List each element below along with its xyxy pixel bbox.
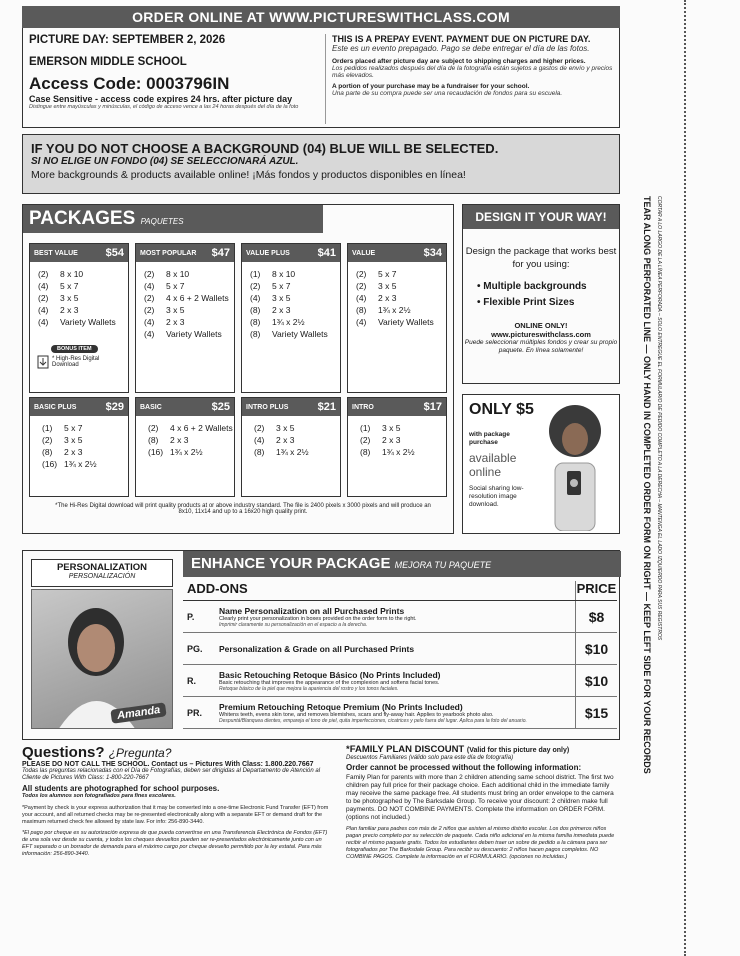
package-qty: (8) (250, 329, 261, 339)
addons-header (183, 581, 617, 601)
package-line (254, 446, 340, 458)
package-qty: (4) (254, 435, 265, 445)
package-price: $29 (105, 401, 124, 413)
addon-detail-es: Retoque básico de la piel que mejora la apariencia del rostro y los tonos faciales. (219, 685, 399, 692)
package-header (348, 244, 446, 262)
package-size: 4 x 6 + 2 Wallets (170, 423, 233, 433)
package-qty: (2) (250, 281, 261, 291)
packages-title-text: PACKAGES (29, 208, 136, 229)
bonus-tag: BONUS ITEM (51, 345, 98, 353)
package-qty: (1) (42, 423, 53, 433)
design-bullets (463, 279, 619, 311)
package-size: 3 x 5 (166, 305, 185, 315)
package-name: VALUE PLUS (246, 249, 290, 257)
addon-row (183, 601, 617, 633)
design-bullet-backgrounds: • Multiple backgrounds (477, 281, 587, 292)
case-sensitive-note-es: Distingue entre mayúsculas y minúsculas, el código de acceso vence a las 24 horas después del día de la foto (29, 104, 299, 110)
offer-price: ONLY $5 (469, 401, 534, 418)
enhance-subtitle: MEJORA TU PAQUETE (394, 560, 492, 570)
package-card (135, 397, 235, 497)
package-qty: (4) (356, 317, 367, 327)
packages-subtitle: PAQUETES (140, 217, 184, 226)
design-your-way (462, 204, 620, 384)
student-photo-image (533, 401, 617, 531)
digital-offer (462, 394, 620, 534)
package-qty: (16) (148, 447, 164, 457)
do-not-call: PLEASE DO NOT CALL THE SCHOOL. Contact us – Pictures With Class: 1.800.220.7667 (22, 761, 314, 768)
package-line (144, 292, 234, 304)
package-line (148, 446, 234, 458)
package-contents (242, 262, 340, 340)
package-line (144, 280, 234, 292)
addon-description (213, 644, 575, 654)
package-size: Variety Wallets (272, 329, 328, 339)
package-size: Variety Wallets (166, 329, 222, 339)
package-qty: (2) (38, 293, 49, 303)
addon-title: Personalization & Grade on all Purchased Prints (219, 643, 415, 654)
package-qty: (8) (360, 447, 371, 457)
package-line (42, 446, 128, 458)
design-bullet-sizes: • Flexible Print Sizes (477, 297, 575, 308)
perforation-text: TEAR ALONG PERFORATED LINE — ONLY HAND IN COMPLETED ORDER FORM ON RIGHT — KEEP LEFT SIDE FOR YOUR RECORDS (642, 196, 652, 774)
price-title: PRICE (575, 581, 617, 600)
addon-title: Premium Retouching Retoque Premium (No Prints Included) (219, 701, 463, 712)
package-header (136, 398, 234, 416)
package-qty: (2) (144, 305, 155, 315)
questions-section (22, 744, 332, 858)
package-line (356, 268, 446, 280)
package-qty: (4) (144, 281, 155, 291)
package-qty: (16) (42, 459, 58, 469)
package-line (356, 316, 446, 328)
package-qty: (8) (42, 447, 53, 457)
package-size: 1¾ x 2½ (64, 459, 97, 469)
addon-detail: Clearly print your personalization in boxes provided on the order form to the right. (219, 615, 417, 622)
download-icon (37, 355, 49, 369)
package-qty: (1) (250, 269, 261, 279)
access-code: Access Code: 0003796IN (29, 74, 230, 93)
addon-title: Name Personalization on all Purchased Prints (219, 605, 405, 616)
package-size: 8 x 10 (166, 269, 190, 279)
package-line (250, 328, 340, 340)
package-size: 5 x 7 (378, 269, 397, 279)
package-contents (136, 416, 234, 458)
package-line (250, 268, 340, 280)
payment-note: *Payment by check is your express authorization that it may be converted into a one-time Electronic Fund Transfer (EFT) from your account, and all returned checks may be re-presented electronically along with a separate EFT or demand draft for the maximum returned check fee allowed by state law. For info: 256-890-3440. (22, 805, 329, 825)
hi-res-note: *The Hi-Res Digital download will print quality products at or above industry standard. The file is 2400 pixels x 3000 pixels and will produce an 8x10, 11x14 and up to a 16x20 high quality print. (55, 503, 431, 515)
family-text-es: Plan familiar para padres con más de 2 niños que asisten al mismo distrito escolar. Los dos primeros niños pagan precio completo por su selección de paquete. Cada niño adicional en la misma familia inmediata puede recibir el mismo paquete gratis. Todos los estudiantes deben traer un sobre de pedido a la cámara para ser fotografiados por The Barksdale Group. Para recibir su descuento: 2 niños hacen pagos completos. NO COMBINE PAGOS. Complete la información en el FORMULARIO. (opciones no incluidas.) (346, 826, 615, 860)
package-header (30, 398, 128, 416)
school-name: EMERSON MIDDLE SCHOOL (29, 56, 187, 68)
offer-available: available online (469, 451, 517, 479)
addon-description (213, 606, 575, 628)
package-header (242, 244, 340, 262)
package-card (29, 397, 129, 497)
package-qty: (4) (144, 329, 155, 339)
package-size: 8 x 10 (272, 269, 296, 279)
package-name: INTRO PLUS (246, 403, 289, 411)
package-line (42, 458, 128, 470)
package-qty: (4) (250, 293, 261, 303)
picture-day: PICTURE DAY: SEPTEMBER 2, 2026 (29, 34, 226, 46)
package-header (136, 244, 234, 262)
package-line (254, 434, 340, 446)
package-header (348, 398, 446, 416)
package-line (356, 292, 446, 304)
package-card (135, 243, 235, 393)
package-price: $17 (423, 401, 442, 413)
package-qty: (2) (144, 269, 155, 279)
package-contents (348, 416, 446, 458)
package-name: MOST POPULAR (140, 249, 197, 257)
package-qty: (8) (356, 305, 367, 315)
package-header (30, 244, 128, 262)
bonus-text: * High-Res Digital Download (52, 356, 100, 368)
addon-code: PR. (187, 707, 203, 718)
package-qty: (1) (360, 423, 371, 433)
name-sample: Amanda (110, 702, 167, 724)
package-price: $34 (423, 247, 442, 259)
package-size: 1¾ x 2½ (272, 317, 305, 327)
package-qty: (2) (254, 423, 265, 433)
shipping-notice: Orders placed after picture day are subject to shipping charges and higher prices. (332, 58, 586, 65)
package-line (148, 434, 234, 446)
offer-sharing: Social sharing low-resolution image download. (469, 485, 524, 508)
package-line (144, 328, 234, 340)
package-line (38, 268, 128, 280)
family-plan-section (346, 744, 620, 861)
package-size: 2 x 3 (378, 293, 397, 303)
fundraiser-notice: A portion of your purchase may be a fundraiser for your school. (332, 83, 530, 90)
package-price: $41 (317, 247, 336, 259)
addon-detail-es: Despuntá/Blanquea dientes, empareja el tono de piel, quita imperfecciones, cicatrices y pelo fuera del lugar. Aplica para la foto del anuario. (219, 717, 527, 724)
package-line (356, 280, 446, 292)
package-qty: (2) (42, 435, 53, 445)
package-size: 1¾ x 2½ (378, 305, 411, 315)
package-name: INTRO (352, 403, 374, 411)
questions-title: Questions? ¿Pregunta? (22, 744, 172, 761)
package-size: 5 x 7 (60, 281, 79, 291)
package-size: 2 x 3 (382, 435, 401, 445)
package-line (38, 304, 128, 316)
package-size: 4 x 6 + 2 Wallets (166, 293, 229, 303)
package-line (250, 304, 340, 316)
package-size: 1¾ x 2½ (382, 447, 415, 457)
package-size: 2 x 3 (170, 435, 189, 445)
package-line (144, 268, 234, 280)
package-qty: (4) (38, 317, 49, 327)
package-qty: (8) (254, 447, 265, 457)
personalization-sample-photo (31, 589, 173, 729)
addon-detail: Basic retouching that improves the appearance of the complexion and softens facial tones. (219, 679, 440, 686)
package-qty: (2) (356, 281, 367, 291)
package-size: Variety Wallets (378, 317, 434, 327)
event-info-right (325, 34, 617, 124)
package-size: 2 x 3 (276, 435, 295, 445)
design-title: DESIGN IT YOUR WAY! (463, 205, 619, 229)
addon-row (183, 665, 617, 697)
addon-code: P. (187, 611, 195, 622)
all-students: All students are photographed for school purposes. (22, 784, 220, 793)
package-card (347, 397, 447, 497)
packages-section (22, 204, 454, 534)
package-line (360, 434, 446, 446)
event-info-left (29, 34, 319, 110)
enhance-title-text: ENHANCE YOUR PACKAGE (191, 555, 391, 572)
package-contents (30, 262, 128, 328)
perforation-instructions (640, 196, 668, 774)
package-contents (136, 262, 234, 340)
addon-price: $10 (575, 665, 617, 696)
package-line (250, 316, 340, 328)
addon-price: $15 (575, 697, 617, 728)
package-contents (30, 416, 128, 470)
package-size: 3 x 5 (272, 293, 291, 303)
package-qty: (2) (360, 435, 371, 445)
package-size: 3 x 5 (60, 293, 79, 303)
family-title: *FAMILY PLAN DISCOUNT (Valid for this picture day only) (346, 744, 570, 755)
background-notice-line3: More backgrounds & products available online! ¡Más fondos y productos disponibles en línea! (31, 169, 466, 181)
prepay-notice: THIS IS A PREPAY EVENT. PAYMENT DUE ON PICTURE DAY. (332, 34, 591, 44)
personalization-title: PERSONALIZATION (56, 562, 148, 573)
package-size: 1¾ x 2½ (170, 447, 203, 457)
package-line (42, 434, 128, 446)
addon-price: $8 (575, 601, 617, 632)
fundraiser-notice-es: Una parte de su compra puede ser una recaudación de fondos para su escuela. (332, 90, 563, 97)
package-size: 2 x 3 (166, 317, 185, 327)
package-size: 2 x 3 (60, 305, 79, 315)
personalization-title-es: PERSONALIZACIÓN (68, 573, 136, 580)
package-line (148, 422, 234, 434)
package-qty: (8) (250, 317, 261, 327)
offer-with-package: with package purchase (469, 431, 510, 446)
addon-description (213, 702, 575, 724)
personalization-label (31, 559, 173, 587)
package-line (250, 292, 340, 304)
package-size: 5 x 7 (64, 423, 83, 433)
package-size: 5 x 7 (272, 281, 291, 291)
bonus-row (37, 355, 114, 369)
package-qty: (2) (144, 293, 155, 303)
package-card (347, 243, 447, 393)
shipping-notice-es: Los pedidos realizados después del día de la fotografía están sujetos a gastos de envío y precios más elevados. (332, 65, 613, 79)
package-name: BASIC PLUS (34, 403, 77, 411)
package-contents (242, 416, 340, 458)
package-qty: (4) (144, 317, 155, 327)
package-line (356, 304, 446, 316)
package-line (254, 422, 340, 434)
online-only: ONLINE ONLY! (514, 321, 568, 330)
package-price: $54 (105, 247, 124, 259)
bonus-item (37, 345, 114, 369)
package-qty: (4) (38, 281, 49, 291)
addon-row (183, 697, 617, 729)
payment-note-es: *El pago por cheque es su autorización expresa de que pueda convertirse en una Transferencia Electrónica de Fondos (EFT) de una sola vez desde su cuenta, y todos los cheques devueltos pueden ser re-presentados electrónicamente junto con un EFT separado o un borrador de demanda para el máximo cargo por cheque devuelto permitido por la ley estatal. Para más información: 256-890-3440. (22, 830, 328, 857)
package-qty: (4) (38, 305, 49, 315)
design-text: Design the package that works best for you using: (465, 246, 617, 270)
package-line (144, 316, 234, 328)
package-size: 5 x 7 (166, 281, 185, 291)
package-size: 3 x 5 (276, 423, 295, 433)
addon-detail-es: Imprimir claramente su personalización en el espacio a la derecha. (219, 621, 368, 628)
addons-title: ADD-ONS (187, 581, 248, 596)
package-card (241, 243, 341, 393)
addon-code: R. (187, 675, 196, 686)
package-size: 1¾ x 2½ (276, 447, 309, 457)
order-online-banner: ORDER ONLINE AT WWW.PICTURESWITHCLASS.COM (22, 6, 620, 28)
package-line (38, 292, 128, 304)
package-size: 2 x 3 (272, 305, 291, 315)
family-title-es: Descuentos Familiares (válido solo para este día de fotografía) (346, 755, 514, 761)
addon-code: PG. (187, 643, 203, 654)
package-card (29, 243, 129, 393)
package-size: 2 x 3 (64, 447, 83, 457)
package-line (38, 316, 128, 328)
do-not-call-es: Todas las preguntas relacionadas con el Día de Fotografías, deben ser dirigidas al Departamento de Atención al Cliente de Pictures With Class: 1-800-220-7667 (22, 768, 321, 781)
package-size: 3 x 5 (382, 423, 401, 433)
event-info-box (22, 28, 620, 128)
enhance-title (183, 551, 621, 577)
perforation-text-es: CORTAR A LO LARGO DE LA LÍNEA PERFORADA – SOLO ENTREGUE EL FORMULARIO DE PEDIDO COMPLETO A LA DERECHA – MANTENGA EL LADO IZQUIERDO PARA SUS REGISTROS (656, 196, 662, 641)
background-notice (22, 134, 620, 194)
addon-row (183, 633, 617, 665)
package-price: $47 (211, 247, 230, 259)
package-line (42, 422, 128, 434)
package-qty: (2) (38, 269, 49, 279)
addon-detail: Whitens teeth, evens skin tone, and removes blemishes, scars and fly-away hair. Applies to yearbook photo also. (219, 711, 494, 718)
addon-title: Basic Retouching Retoque Básico (No Prints Included) (219, 669, 441, 680)
case-sensitive-note: Case Sensitive - access code expires 24 hrs. after picture day (29, 94, 293, 104)
package-qty: (8) (148, 435, 159, 445)
package-size: 3 x 5 (64, 435, 83, 445)
package-name: BEST VALUE (34, 249, 78, 257)
design-spanish: Puede seleccionar múltiples fondos y crear su propio paquete. En línea solamente! (464, 339, 618, 354)
package-qty: (8) (250, 305, 261, 315)
family-order-note: Order cannot be processed without the following information: (346, 763, 582, 772)
package-line (360, 422, 446, 434)
background-notice-line1: IF YOU DO NOT CHOOSE A BACKGROUND (04) BLUE WILL BE SELECTED. (31, 141, 499, 156)
package-line (360, 446, 446, 458)
addon-price: $10 (575, 633, 617, 664)
enhance-section (22, 550, 620, 740)
package-price: $25 (211, 401, 230, 413)
all-students-es: Todos los alumnos son fotografiados para fines escolares. (22, 793, 176, 799)
package-qty: (2) (356, 269, 367, 279)
package-size: Variety Wallets (60, 317, 116, 327)
perforated-line (684, 0, 688, 956)
family-text: Family Plan for parents with more than 2 children attending same school district. The first two children pay full price for their package choice. Each additional child in the immediate family may receive the same package free. All students must bring an order envelope to the camera to be photographed by The Barksdale Group. To receive your discount: 2 children make full payments. DO NOT COMBINE PAYMENTS. Complete the information on ORDER FORM. (options not included.) (346, 774, 614, 821)
package-contents (348, 262, 446, 328)
package-qty: (4) (356, 293, 367, 303)
package-size: 8 x 10 (60, 269, 84, 279)
package-header (242, 398, 340, 416)
package-price: $21 (317, 401, 336, 413)
package-line (38, 280, 128, 292)
addons-rows (183, 601, 617, 729)
package-line (144, 304, 234, 316)
package-line (250, 280, 340, 292)
packages-title (23, 205, 323, 233)
addons-table (183, 581, 617, 729)
addon-description (213, 670, 575, 692)
package-name: BASIC (140, 403, 162, 411)
package-card (241, 397, 341, 497)
prepay-notice-es: Este es un evento prepagado. Pago se debe entregar el día de las fotos. (332, 44, 590, 53)
design-url: www.pictureswithclass.com (491, 330, 591, 339)
package-qty: (2) (148, 423, 159, 433)
background-notice-line2: SI NO ELIGE UN FONDO (04) SE SELECCIONARÁ AZUL. (31, 156, 299, 167)
package-size: 3 x 5 (378, 281, 397, 291)
package-name: VALUE (352, 249, 376, 257)
